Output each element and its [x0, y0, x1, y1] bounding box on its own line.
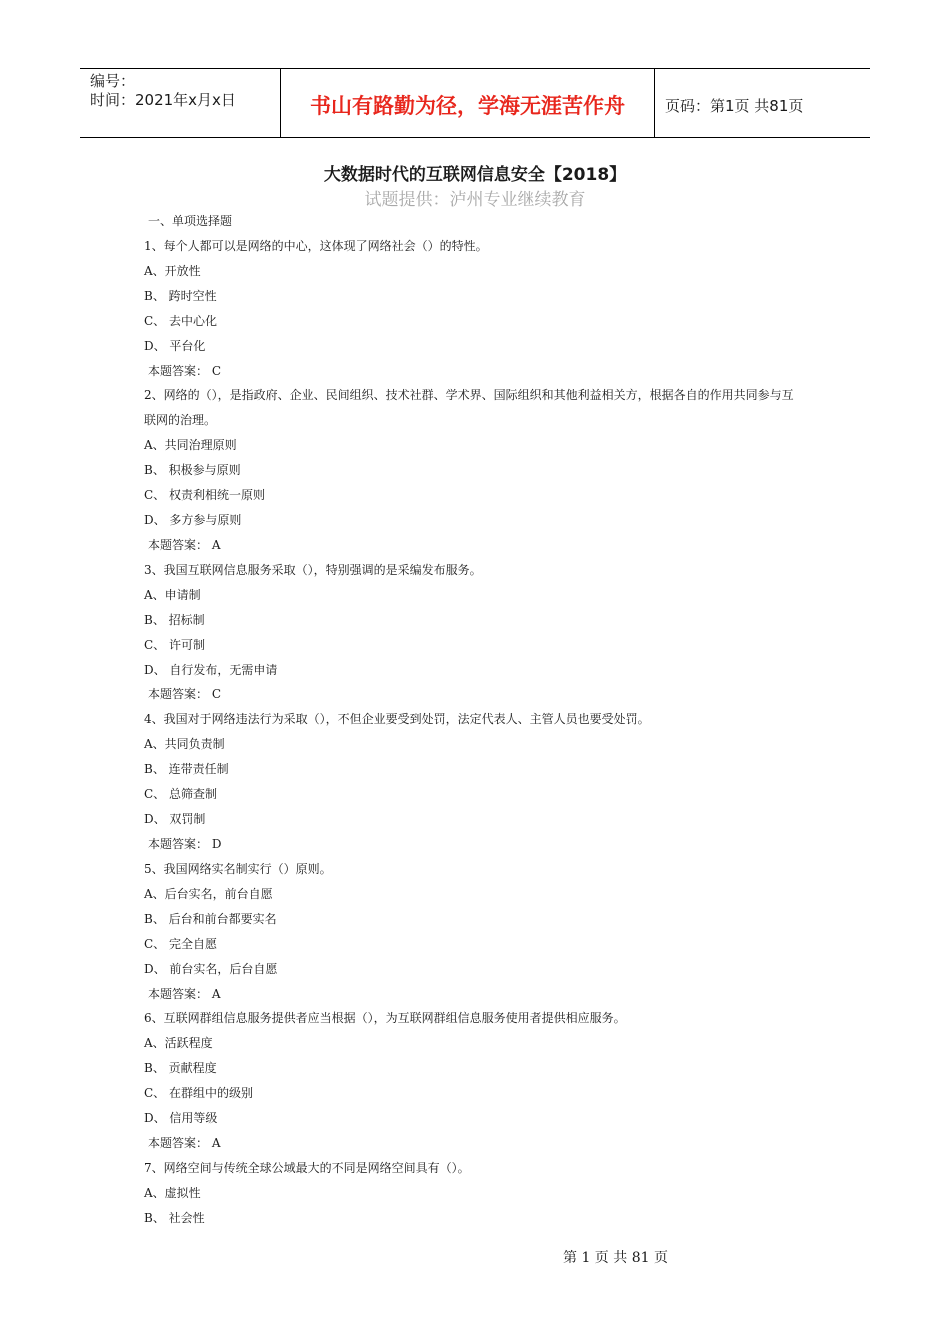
question-line: 5、我国网络实名制实行（）原则。: [144, 861, 332, 876]
header-motto: 书山有路勤为径，学海无涯苦作舟: [281, 69, 655, 137]
code-label: 编号：: [90, 72, 136, 90]
option-line: C、 权责利相统一原则: [144, 488, 265, 503]
option-line: B、 后台和前台都要实名: [144, 911, 277, 926]
question-line: 7、网络空间与传统全球公域最大的不同是网络空间具有（）。: [144, 1160, 470, 1175]
option-line: D、 信用等级: [144, 1111, 218, 1126]
document-subtitle: 试题提供：泸州专业继续教育: [364, 190, 586, 210]
option-line: D、 自行发布，无需申请: [144, 662, 278, 677]
option-line: D、 多方参与原则: [144, 513, 242, 528]
time-label: 时间：2021年x月x日: [90, 91, 236, 109]
option-line: A、共同负责制: [144, 737, 225, 752]
option-line: B、 连带责任制: [144, 762, 229, 777]
answer-line: 本题答案： C: [148, 363, 221, 378]
option-line: C、 总筛查制: [144, 787, 217, 802]
option-line: A、后台实名，前台自愿: [144, 886, 273, 901]
option-line: A、开放性: [144, 263, 201, 278]
option-line: D、 前台实名，后台自愿: [144, 961, 278, 976]
question-line: 6、互联网群组信息服务提供者应当根据（），为互联网群组信息服务使用者提供相应服务。: [144, 1011, 626, 1026]
option-line: A、虚拟性: [144, 1185, 201, 1200]
option-line: A、申请制: [144, 587, 201, 602]
question-line: 2、网络的（），是指政府、企业、民间组织、技术社群、学术界、国际组织和其他利益相关方，根据各自的作用共同参与互: [144, 388, 794, 403]
option-line: B、 跨时空性: [144, 288, 217, 303]
option-line: C、 完全自愿: [144, 936, 217, 951]
answer-line: 本题答案： A: [148, 986, 221, 1001]
section-heading: 一、单项选择题: [148, 214, 233, 228]
question-line: 联网的治理。: [144, 413, 217, 428]
answer-line: 本题答案： A: [148, 537, 221, 552]
option-line: B、 招标制: [144, 612, 205, 627]
answer-line: 本题答案： A: [148, 1136, 221, 1151]
option-line: C、 在群组中的级别: [144, 1086, 253, 1101]
option-line: D、 双罚制: [144, 812, 206, 827]
answer-line: 本题答案： D: [148, 837, 222, 851]
option-line: A、共同治理原则: [144, 438, 237, 453]
header-page-info: 页码：第1页 共81页: [665, 96, 804, 115]
answer-line: 本题答案： C: [148, 687, 221, 702]
page-footer: 第 1 页 共 81 页: [563, 1250, 668, 1266]
question-line: 4、我国对于网络违法行为采取（），不但企业要受到处罚，法定代表人、主管人员也要受处罚。: [144, 712, 650, 727]
option-line: B、 社会性: [144, 1210, 205, 1225]
option-line: D、 平台化: [144, 338, 206, 353]
page-header: [80, 68, 870, 138]
option-line: C、 许可制: [144, 637, 205, 652]
option-line: A、活跃程度: [144, 1036, 213, 1051]
option-line: B、 贡献程度: [144, 1061, 217, 1076]
document-title: 大数据时代的互联网信息安全【2018】: [323, 165, 627, 185]
option-line: C、 去中心化: [144, 313, 217, 328]
header-meta: [80, 69, 281, 137]
option-line: B、 积极参与原则: [144, 463, 241, 478]
question-line: 3、我国互联网信息服务采取（），特别强调的是采编发布服务。: [144, 562, 482, 577]
question-line: 1、每个人都可以是网络的中心，这体现了网络社会（）的特性。: [144, 238, 488, 253]
